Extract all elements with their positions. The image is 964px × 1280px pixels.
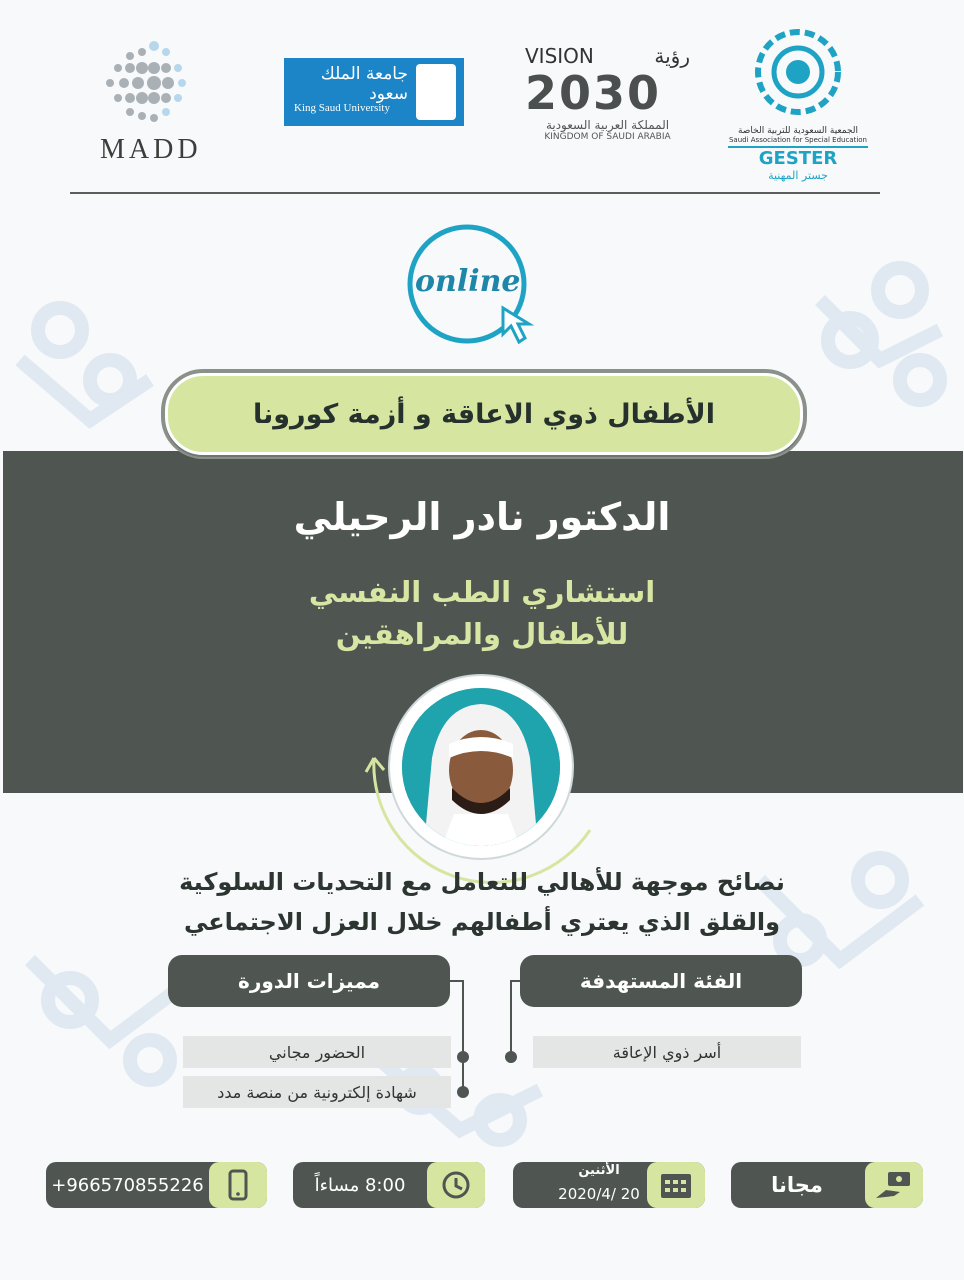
ksu-crest-icon bbox=[416, 64, 456, 120]
speaker-portrait-icon bbox=[402, 688, 560, 846]
ksu-logo bbox=[284, 58, 464, 126]
speaker-specialty-line2: للأطفال والمراهقين bbox=[335, 617, 629, 651]
vision-year: 2030 bbox=[525, 66, 662, 120]
gester-arabic: جستر المهنية bbox=[768, 169, 828, 182]
advice-line2: والقلق الذي يعتري أطفالهم خلال العزل الاجتماعي bbox=[183, 908, 780, 936]
vision-kingdom-arabic: المملكة العربية السعودية bbox=[545, 118, 670, 132]
advice-line1: نصائح موجهة للأهالي للتعامل مع التحديات السلوكية bbox=[179, 868, 785, 896]
date-pill bbox=[513, 1162, 705, 1208]
online-text: online bbox=[415, 264, 521, 299]
vision-english: VISION bbox=[525, 44, 594, 68]
phone-pill bbox=[46, 1162, 267, 1208]
speaker-photo bbox=[402, 688, 560, 846]
vision-arabic: رؤية bbox=[654, 44, 690, 68]
features-item-free: الحضور مجاني bbox=[183, 1036, 451, 1068]
event-title: الأطفال ذوي الاعاقة و أزمة كورونا bbox=[165, 373, 803, 455]
phone-number: +966570855226 bbox=[51, 1174, 204, 1196]
madd-logo bbox=[100, 38, 210, 163]
logos-divider bbox=[70, 192, 880, 194]
madd-logo-text: MADD bbox=[100, 134, 202, 165]
features-bullet-2 bbox=[457, 1086, 469, 1098]
money-hand-icon bbox=[865, 1162, 923, 1208]
ksu-english-name: King Saud University bbox=[294, 102, 390, 114]
date-day: الأثنين bbox=[578, 1163, 620, 1178]
course-features-heading: مميزات الدورة bbox=[168, 955, 450, 1007]
gester-name: GESTER bbox=[728, 146, 868, 169]
clock-icon bbox=[427, 1162, 485, 1208]
madd-dots-icon bbox=[100, 38, 210, 128]
vision-2030-logo bbox=[525, 44, 690, 159]
gester-assoc-arabic: الجمعية السعودية للتربية الخاصة bbox=[737, 126, 859, 136]
target-item: أسر ذوي الإعاقة bbox=[533, 1036, 801, 1068]
date-value: 2020/4/ 20 bbox=[558, 1185, 640, 1203]
features-item-certificate: شهادة إلكترونية من منصة مدد bbox=[183, 1076, 451, 1108]
price-pill bbox=[731, 1162, 923, 1208]
time-pill bbox=[293, 1162, 485, 1208]
online-badge bbox=[405, 222, 555, 352]
target-audience-heading: الفئة المستهدفة bbox=[520, 955, 802, 1007]
mobile-phone-icon bbox=[209, 1162, 267, 1208]
gester-logo bbox=[728, 26, 868, 182]
speaker-specialty-line1: استشاري الطب النفسي bbox=[308, 575, 656, 609]
target-connector-v bbox=[510, 980, 512, 1057]
ksu-arabic-name: جامعة الملك سعود bbox=[320, 64, 408, 104]
speaker-name: الدكتور نادر الرحيلي bbox=[293, 495, 671, 539]
target-bullet bbox=[505, 1051, 517, 1063]
features-connector-v bbox=[462, 980, 464, 1092]
time-text: 8:00 مساءاً bbox=[314, 1174, 406, 1196]
calendar-icon bbox=[647, 1162, 705, 1208]
vision-kingdom-english: KINGDOM OF SAUDI ARABIA bbox=[544, 132, 671, 142]
price-text: مجانا bbox=[771, 1173, 823, 1197]
gester-assoc-english: Saudi Association for Special Education bbox=[728, 136, 867, 144]
gester-emblem-icon bbox=[728, 26, 868, 122]
features-bullet-1 bbox=[457, 1051, 469, 1063]
